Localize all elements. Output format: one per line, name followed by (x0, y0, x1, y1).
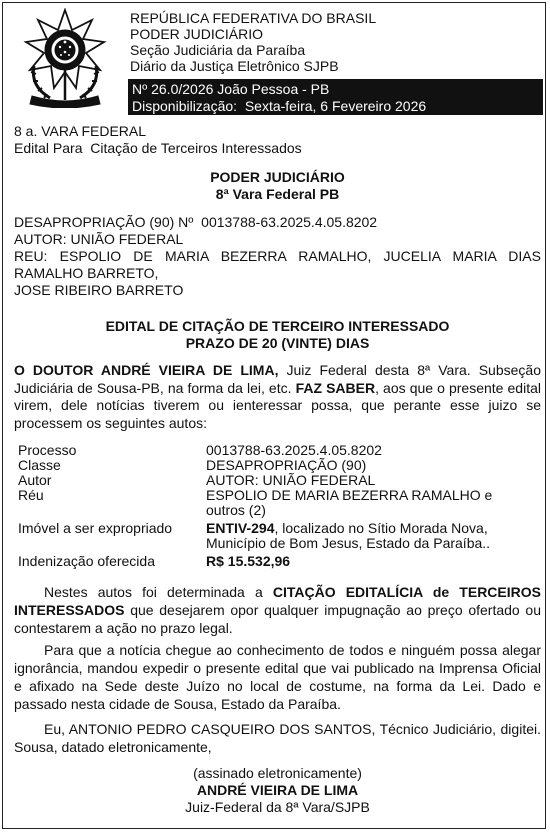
row-value (206, 521, 526, 554)
availability-date: Disponibilização: Sexta-feira, 6 Fevereiro 2026 (132, 98, 427, 114)
table-row (14, 488, 526, 521)
issue-number: Nº 26.0/2026 João Pessoa - PB (132, 81, 330, 97)
table-row (14, 458, 526, 473)
row-key: Imóvel a ser expropriado (18, 520, 173, 536)
row-key: Réu (18, 487, 44, 503)
gazette-header (130, 10, 376, 74)
coat-of-arms-seal (20, 8, 110, 108)
p1-text2: , aos que o presente edital virem, dele notícias tiverem ou ienteressar possa, que perante esse juizo se processem os seguintes autos: (14, 379, 541, 431)
row-value: AUTOR: UNIÃO FEDERAL (206, 472, 376, 488)
row-key: Processo (18, 442, 77, 458)
court-title-line1: PODER JUDICIÁRIO (210, 169, 345, 185)
defendant-line-2: JOSE RIBEIRO BARRETO (14, 282, 184, 298)
paragraph-faz-saber (14, 362, 541, 432)
indemnity-value: R$ 15.532,96 (206, 553, 291, 569)
p2-bold: CITAÇÃO EDITALÍCIA de TERCEIROS INTERESSADOS (14, 584, 541, 618)
court-title-line2: 8ª Vara Federal PB (215, 186, 340, 202)
row-key: Autor (18, 472, 52, 488)
header-line-diario: Diário da Justiça Eletrônico SJPB (130, 58, 339, 74)
imovel-location: , localizado no Sítio Morada Nova, Município de Bom Jesus, Estado da Paraíba.. (206, 520, 491, 551)
header-line-secao: Seção Judiciária da Paraíba (130, 42, 306, 58)
row-value: DESAPROPRIAÇÃO (90) (206, 457, 367, 473)
process-line: DESAPROPRIAÇÃO (90) Nº 0013788-63.2025.4.05.8202 (14, 214, 378, 230)
row-key: Indenização oferecida (18, 553, 155, 569)
edital-title (14, 318, 541, 352)
paragraph-publicacao: Para que a notícia chegue ao conhecimento de todos e ninguém possa alegar ignorância, mandou expedir o presente edital que vai publicado na Imprensa Oficial e afixado na Sede deste Juízo no local de costume, na forma da Lei. Dado e passado nesta cidade de Sousa, Estado da Paraíba. (14, 642, 541, 712)
row-value: ESPOLIO DE MARIA BEZERRA RAMALHO e outros (2) (206, 487, 493, 518)
process-details (14, 443, 541, 569)
issue-info-bar (128, 79, 543, 115)
table-row (14, 473, 526, 488)
row-value: 0013788-63.2025.4.05.8202 (206, 442, 382, 458)
intro-block (14, 123, 541, 157)
edital-para: Edital Para Citação de Terceiros Interessados (14, 140, 302, 156)
author-line: AUTOR: UNIÃO FEDERAL (14, 231, 184, 247)
header-line-poder: PODER JUDICIÁRIO (130, 26, 264, 42)
header-line-republica: REPÚBLICA FEDERATIVA DO BRASIL (130, 10, 377, 26)
signature-block (14, 765, 541, 816)
defendant-line: REU: ESPOLIO DE MARIA BEZERRA RAMALHO, JUCELIA MARIA DIAS RAMALHO BARRETO, (14, 248, 541, 281)
judge-name-bold: O DOUTOR ANDRÉ VIEIRA DE LIMA, (14, 362, 279, 378)
table-row (14, 443, 526, 458)
court-title (14, 169, 541, 203)
p1-text1: Juiz Federal desta 8ª Vara. Subseção Judiciária de Sousa-PB, na forma da lei, etc. (14, 362, 541, 396)
paragraph-citacao (14, 583, 541, 637)
process-table (14, 443, 526, 569)
p2-text2: que desejarem opor qualquer impugnação ao preço ofertado ou contestarem a ação no prazo legal. (14, 602, 541, 636)
edital-title-line2: PRAZO DE 20 (VINTE) DIAS (185, 335, 370, 351)
signer-role: Juiz-Federal da 8ª Vara/SJPB (185, 799, 370, 815)
signer-name: ANDRÉ VIEIRA DE LIMA (196, 782, 359, 798)
edital-title-line1: EDITAL DE CITAÇÃO DE TERCEIRO INTERESSADO (105, 318, 450, 334)
table-row (14, 521, 526, 554)
signature-note: (assinado eletronicamente) (193, 765, 362, 781)
paragraph-digitei: Eu, ANTONIO PEDRO CASQUEIRO DOS SANTOS, Técnico Judiciário, digitei. Sousa, datado eletronicamente, (14, 721, 541, 755)
imovel-code: ENTIV-294 (206, 520, 275, 536)
vara-label: 8 a. VARA FEDERAL (14, 123, 147, 139)
table-row (14, 554, 526, 569)
row-key: Classe (18, 457, 61, 473)
p2-text1: Nestes autos foi determinada a (44, 584, 273, 600)
parties-block (14, 214, 541, 299)
faz-saber-bold: FAZ SABER (295, 379, 376, 396)
